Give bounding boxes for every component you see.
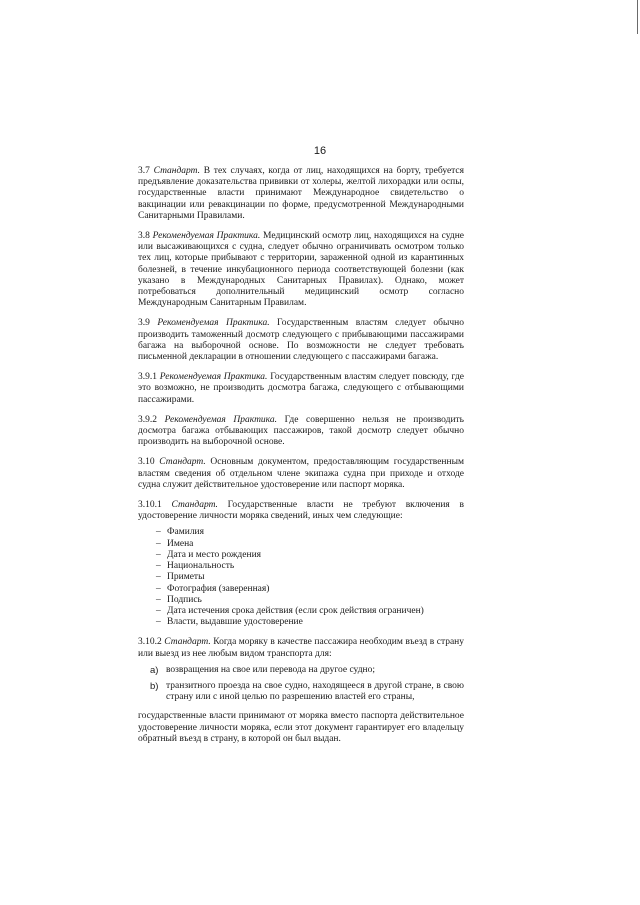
paragraph-3-8 — [138, 231, 464, 309]
paragraph-3-10-1 — [138, 500, 464, 522]
paragraph-kind: Рекомендуемая Практика. — [164, 414, 278, 425]
text-column — [138, 166, 464, 754]
paragraph-3-9-1 — [138, 372, 464, 406]
scan-edge-mark — [637, 0, 638, 34]
list-item-text: возвращения на свое или перевода на другое судно; — [166, 664, 376, 675]
paragraph-text: Где совершенно нельзя не производить досмотра багажа отбывающих пассажиров, такой досмотр следует обычно производить на выборочной основе. — [138, 414, 465, 448]
paragraph-kind: Рекомендуемая Практика. — [159, 372, 268, 383]
paragraph-text: Государственные власти не требуют включения в удостоверение личности моряка сведений, иных чем следующие: — [138, 500, 465, 522]
paragraph-number: 3.9 — [138, 318, 150, 329]
paragraph-3-9-2 — [138, 415, 464, 449]
closing-paragraph: государственные власти принимают от моряка вместо паспорта действительное удостоверение личности моряка, если этот документ гарантирует его владельцу обратный въезд в страну, в которой он был выдан. — [138, 711, 464, 744]
paragraph-kind: Стандарт. — [153, 166, 201, 176]
paragraph-3-10-2 — [138, 637, 464, 659]
paragraph-text: Государственным властям следует повсюду, где это возможно, не производить досмотра багажа, следующего с отбывающими пассажирами. — [138, 372, 464, 405]
paragraph-number: 3.7 — [138, 166, 150, 176]
paragraph-text: Медицинский осмотр лиц, находящихся на судне или высаживающихся с судна, следует обычно ограничивать осмотром только тех лиц, которые прибывают с территории, зараженной одной из карантинных болезней, в течение инкубационного периода соответствующей болезни (как указано в Международных Санитарных Правилах). Однако, может потребоваться дополнительный медицинский осмотр согласно Международным Санитарным Правилам. — [138, 231, 465, 309]
paragraph-number: 3.10.2 — [138, 637, 162, 648]
paragraph-number: 3.10.1 — [138, 500, 162, 511]
list-item: – Имена — [156, 539, 464, 550]
list-item: – Дата истечения срока действия (если срок действия ограничен) — [156, 606, 464, 617]
paragraph-text: В тех случаях, когда от лиц, находящихся на борту, требуется предъявление доказательства прививки от холеры, желтой лихорадки или оспы, государственные власти принимают Международное свидетельство о вакцинации или ревакцинации по форме, предусмотренной Международными Санитарными Правилами. — [138, 166, 465, 221]
paragraph-number: 3.10 — [138, 457, 155, 468]
list-item — [138, 681, 464, 703]
seaman-id-fields-list — [138, 527, 464, 628]
paragraph-3-9 — [138, 318, 464, 363]
paragraph-text: Основным документом, предоставляющим государственным властям сведения об отдельном члене экипажа судна при приходе и отходе судна служит действительное удостоверение или паспорт моряка. — [138, 457, 464, 490]
paragraph-kind: Стандарт. — [164, 637, 211, 648]
paragraph-3-7 — [138, 166, 464, 222]
paragraph-kind: Рекомендуемая Практика. — [152, 231, 261, 242]
list-marker: b) — [150, 680, 159, 692]
page-number: 16 — [313, 145, 327, 157]
paragraph-number: 3.9.2 — [138, 414, 157, 425]
paragraph-text: Когда моряку в качестве пассажира необходим въезд в страну или выезд из нее любым видом транспорта для: — [138, 637, 465, 659]
travel-purpose-list — [138, 665, 464, 704]
paragraph-number: 3.9.1 — [138, 372, 157, 383]
list-item-text: транзитного проезда на свое судно, находящееся в другой стране, в свою страну или с иной целью по разрешению властей его страны, — [166, 680, 464, 703]
list-item: – Национальность — [156, 561, 464, 572]
paragraph-text: Государственным властям следует обычно производить таможенный досмотр следующего с прибывающими пассажирами багажа на выборочной основе. По возможности не следует требовать письменной декларации в отношении следующего с пассажирами багажа. — [138, 318, 464, 363]
list-item: – Приметы — [156, 572, 464, 583]
list-item: – Фамилия — [156, 527, 464, 538]
paragraph-kind: Стандарт. — [171, 500, 218, 511]
paragraph-kind: Стандарт. — [159, 457, 206, 468]
list-marker: a) — [150, 664, 159, 676]
paragraph-3-10 — [138, 457, 464, 491]
paragraph-kind: Рекомендуемая Практика. — [157, 318, 270, 329]
list-item — [138, 665, 464, 676]
list-item: – Подпись — [156, 595, 464, 606]
list-item: – Дата и место рождения — [156, 550, 464, 561]
paragraph-number: 3.8 — [138, 231, 150, 242]
list-item: – Фотография (заверенная) — [156, 584, 464, 595]
list-item: – Власти, выдавшие удостоверение — [156, 617, 464, 628]
